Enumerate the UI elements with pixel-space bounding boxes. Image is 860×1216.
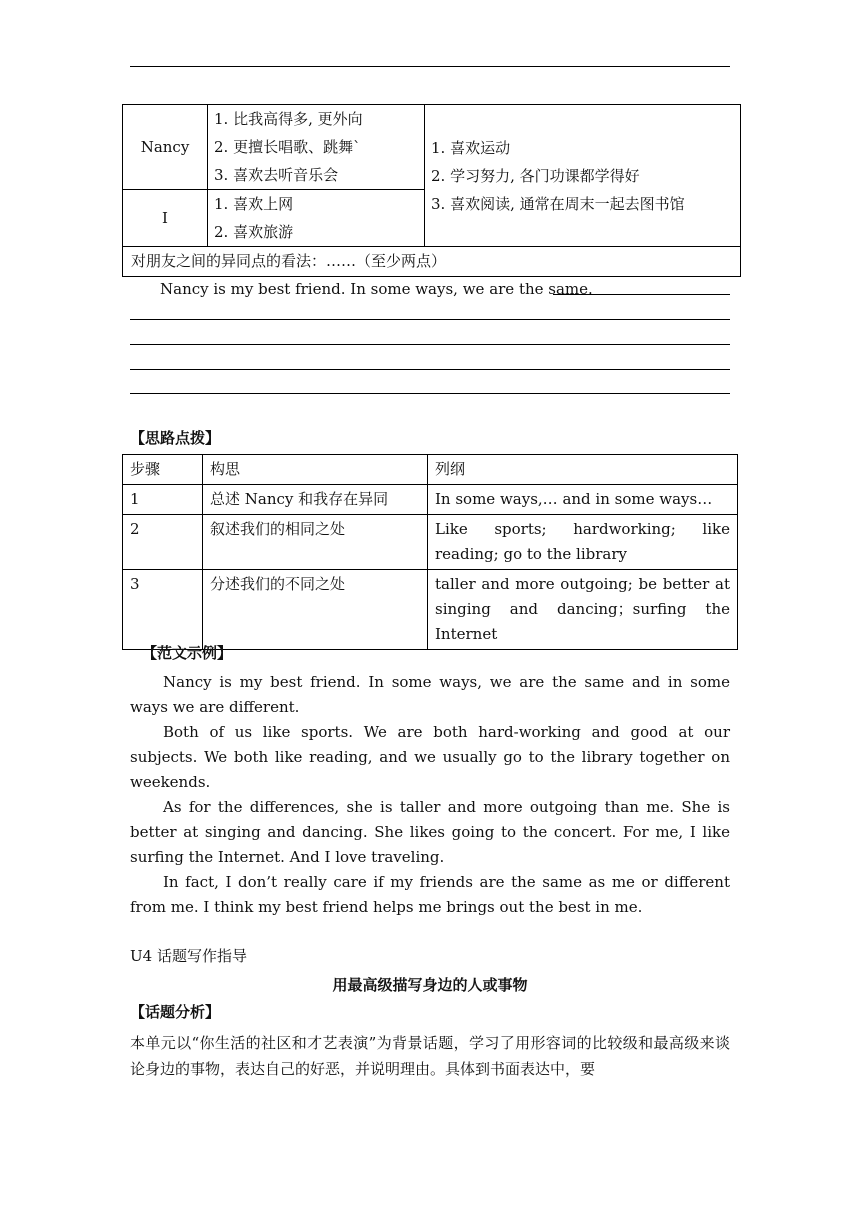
trait-item: 1. 喜欢上网: [214, 195, 294, 213]
table-row: [123, 247, 741, 277]
writing-line[interactable]: [130, 369, 730, 370]
sample-essay: [130, 670, 730, 920]
essay-paragraph: In fact, I don’t really care if my friends are the same as me or different from me. I think my best friend helps me brings out the best in me.: [130, 873, 730, 916]
writing-blank[interactable]: [553, 294, 730, 295]
outline-table: [122, 454, 738, 650]
outline-cell: Like sports; hardworking; like reading; go to the library: [428, 515, 738, 570]
header-cell: 构思: [203, 455, 428, 485]
essay-paragraph: Both of us like sports. We are both hard-working and good at our subjects. We both like reading, and we usually go to the library together on weekends.: [130, 723, 730, 791]
topic-title: 用最高级描写身边的人或事物: [332, 976, 528, 994]
unit-label: U4 话题写作指导: [130, 947, 247, 965]
analysis-text: 本单元以“你生活的社区和才艺表演”为背景话题，学习了用形容词的比较级和最高级来谈论身边的事物，表达自己的好恶，并说明理由。具体到书面表达中，要: [130, 1034, 730, 1078]
step-cell: 2: [123, 515, 203, 570]
traits-cell: [208, 105, 425, 190]
idea-cell: 分述我们的不同之处: [203, 570, 428, 650]
note-cell: 对朋友之间的异同点的看法：……（至少两点）: [123, 247, 741, 277]
header-cell: 步骤: [123, 455, 203, 485]
table-row: [123, 485, 738, 515]
table-row: [123, 515, 738, 570]
header-rule: [130, 66, 730, 67]
common-item: 2. 学习努力, 各门功课都学得好: [431, 166, 640, 185]
writing-lead: Nancy is my best friend. In some ways, we are the same.: [160, 280, 593, 298]
common-item: 3. 喜欢阅读, 通常在周末一起去图书馆: [431, 194, 685, 213]
comparison-table: [122, 104, 741, 277]
table-row: [123, 105, 741, 190]
person-name: Nancy: [123, 105, 208, 190]
common-item: 1. 喜欢运动: [431, 138, 511, 157]
trait-item: 1. 比我高得多, 更外向: [214, 110, 363, 128]
essay-paragraph: Nancy is my best friend. In some ways, we are the same and in some ways we are different.: [130, 673, 730, 716]
outline-cell: taller and more outgoing; be better at singing and dancing；surfing the Internet: [428, 570, 738, 650]
common-traits-cell: [425, 105, 741, 247]
traits-cell: [208, 190, 425, 247]
trait-item: 2. 喜欢旅游: [214, 223, 294, 241]
step-cell: 1: [123, 485, 203, 515]
table-row: [123, 570, 738, 650]
analysis-heading: 【话题分析】: [130, 1003, 221, 1021]
idea-cell: 叙述我们的相同之处: [203, 515, 428, 570]
trait-item: 2. 更擅长唱歌、跳舞`: [214, 138, 361, 156]
trait-item: 3. 喜欢去听音乐会: [214, 166, 339, 184]
table-row: [123, 455, 738, 485]
idea-cell: 总述 Nancy 和我存在异同: [203, 485, 428, 515]
writing-line[interactable]: [130, 319, 730, 320]
outline-cell: In some ways,… and in some ways…: [428, 485, 738, 515]
writing-line[interactable]: [130, 344, 730, 345]
sample-heading: 【范文示例】: [142, 644, 233, 662]
writing-line[interactable]: [130, 393, 730, 394]
tips-heading: 【思路点拨】: [130, 429, 221, 447]
header-cell: 列纲: [428, 455, 738, 485]
person-name: I: [123, 190, 208, 247]
step-cell: 3: [123, 570, 203, 650]
essay-paragraph: As for the differences, she is taller and more outgoing than me. She is better at singing and dancing. She likes going to the concert. For me, I like surfing the Internet. And I love traveling.: [130, 798, 730, 866]
